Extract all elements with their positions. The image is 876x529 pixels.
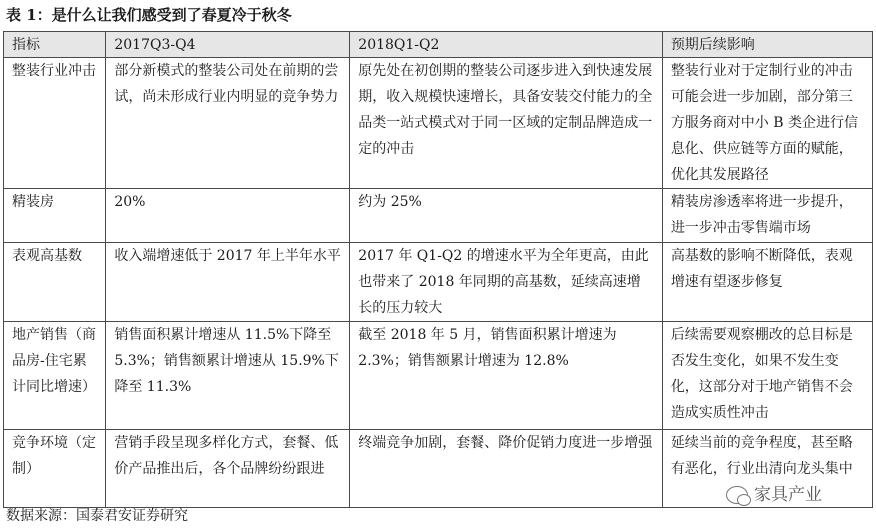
header-cell-2017: 2017Q3-Q4 <box>106 32 350 58</box>
table-cell: 终端竞争加剧，套餐、降价促销力度进一步增强 <box>350 430 663 508</box>
row-label: 竞争环境（定制） <box>4 430 106 508</box>
table-cell: 截至 2018 年 5 月，销售面积累计增速为 2.3%；销售额累计增速为 12.8% <box>350 322 663 430</box>
header-cell-outlook: 预期后续影响 <box>662 32 872 58</box>
table-cell: 2017 年 Q1-Q2 的增速水平为全年更高，由此也带来了 2018 年同期的高基数，延续高速增长的压力较大 <box>350 243 663 322</box>
table-cell: 收入端增速低于 2017 年上半年水平 <box>106 243 350 322</box>
table-row <box>4 243 873 322</box>
table-cell: 高基数的影响不断降低，表观增速有望逐步修复 <box>662 243 872 322</box>
watermark-text: 家具产业 <box>754 485 822 505</box>
table-cell: 原先处在初创期的整装公司逐步进入到快速发展期，收入规模快速增长，具备安装交付能力的全品类一站式模式对于同一区域的定制品牌造成一定的冲击 <box>350 58 663 189</box>
header-cell-indicator: 指标 <box>4 32 106 58</box>
table-row <box>4 58 873 189</box>
source-note: 数据来源：国泰君安证券研究 <box>6 508 188 524</box>
table-cell: 销售面积累计增速从 11.5%下降至 5.3%；销售额累计增速从 15.9%下降至 11.3% <box>106 322 350 430</box>
row-label: 整装行业冲击 <box>4 58 106 189</box>
row-label: 地产销售（商品房-住宅累计同比增速） <box>4 322 106 430</box>
table-cell: 延续当前的竞争程度，甚至略有恶化，行业出清向龙头集中 <box>662 430 872 508</box>
row-label: 表观高基数 <box>4 243 106 322</box>
table-row <box>4 189 873 243</box>
data-table <box>3 31 873 508</box>
table-cell: 精装房渗透率将进一步提升，进一步冲击零售端市场 <box>662 189 872 243</box>
table-cell: 整装行业对于定制行业的冲击可能会进一步加剧，部分第三方服务商对中小 B 类企进行信息化、供应链等方面的赋能，优化其发展路径 <box>662 58 872 189</box>
table-row <box>4 322 873 430</box>
wechat-icon <box>726 486 748 504</box>
table-cell: 部分新模式的整装公司处在前期的尝试，尚未形成行业内明显的竞争势力 <box>106 58 350 189</box>
row-label: 精装房 <box>4 189 106 243</box>
header-row <box>4 32 873 58</box>
wechat-watermark <box>722 480 826 505</box>
table-cell: 营销手段呈现多样化方式，套餐、低价产品推出后，各个品牌纷纷跟进 <box>106 430 350 508</box>
table-cell: 后续需要观察棚改的总目标是否发生变化，如果不发生变化，这部分对于地产销售不会造成实质性冲击 <box>662 322 872 430</box>
header-cell-2018: 2018Q1-Q2 <box>350 32 663 58</box>
table-title: 表 1：是什么让我们感受到了春夏冷于秋冬 <box>6 6 292 24</box>
table-cell: 约为 25% <box>350 189 663 243</box>
table-cell: 20% <box>106 189 350 243</box>
